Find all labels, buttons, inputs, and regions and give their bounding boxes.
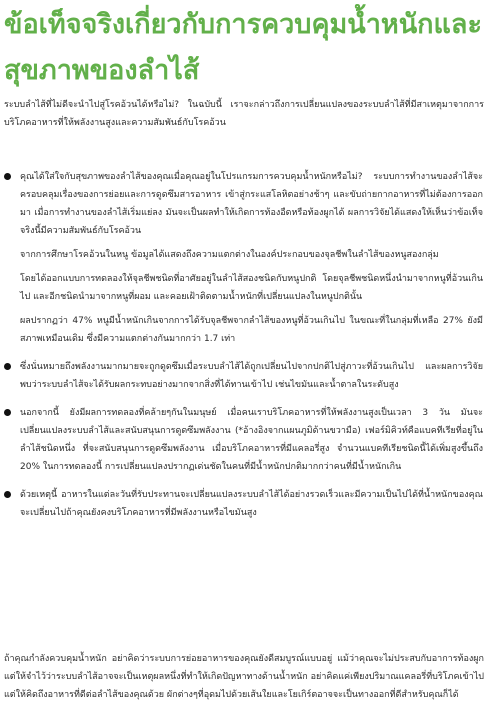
bullet-paragraph: ซึ่งนั่นหมายถึงพลังงานมากมายจะถูกดูดซึมเมื่อระบบลำไส้ได้ถูกเปลี่ยนไปจากปกติไปสู่ภาวะที่อ้วนเกินไป และผลการวิจัยพบว่าระบบลำไส้จะได้รับผลกระทบอย่างมากจากสิ่งที่ได้ทานเข้าไป เช่นไขมันและน้ำตาลในระดับสูง [20,362,483,390]
bullet-item [0,168,483,348]
article-title: ข้อเท็จจริงเกี่ยวกับการควบคุมน้ำหนักและสุขภาพของลำไส้ [4,9,482,86]
bullet-dot-icon [4,409,11,416]
conclusion-paragraph: ถ้าคุณกำลังควบคุมน้ำหนัก อย่าคิดว่าระบบการย่อยอาหารของคุณยังดีสมบูรณ์แบบอยู่ แม้ว่าคุณจะไม่ประสบกับอาการท้องผูก แต่ให้จำไว้ว่าระบบลำไส้อาจจะเป็นเหตุผลหนึ่งที่ทำให้เกิดปัญหาทางด้านน้ำหนัก อย่าคิดแค่เพียงปริมาณแคลอรี่ที่บริโภคเข้าไป แต่ให้คิดถึงอาหารที่ดีต่อลำไส้ของคุณด้วย ผักต่างๆที่อุดมไปด้วยเส้นใยและโยเกิร์ตอาจจะเป็นทางออกที่ดีสำหรับคุณก็ได้ [4,654,484,700]
bullet-paragraph: คุณได้ใส่ใจกับสุขภาพของลำไส้ของคุณเมื่อคุณอยู่ในโปรแกรมการควบคุมน้ำหนักหรือไม่? ระบบการทำงานของลำไส้จะครอบคลุมเรื่องของการย่อยและการดูดซึมสารอาหาร เข้าสู่กระแสโลหิตอย่างช้าๆ และขับถ่ายกากอาหารที่ไม่ต้องการออกมา เมื่อการทำงานของลำไส้เริ่มแย่ลง มันจะเป็นผลทำให้เกิดการท้องอืดหรือท้องผูกได้ ผลการวิจัยได้แสดงให้เห็นว่าข้อเท็จจริงนี้มีความสัมพันธ์กับโรคอ้วน [20,172,483,236]
bullet-paragraph: จากการศึกษาโรคอ้วนในหนู ข้อมูลได้แสดงถึงความแตกต่างในองค์ประกอบของจุลชีพในลำไส้ของหนูสองกลุ่ม [20,250,439,260]
bullet-paragraph: ผลปรากฏว่า 47% หนูมีน้ำหนักเกินจากการได้รับจุลชีพจากลำไส้ของหนูที่อ้วนเกินไป ในขณะที่ในกลุ่มที่เหลือ 27% ยังมีสภาพเหมือนเดิม ซึ่งมีความแตกต่างกันมากกว่า 1.7 เท่า [20,316,483,344]
bullet-paragraph: นอกจากนี้ ยังมีผลการทดลองที่คล้ายๆกันในมนุษย์ เมื่อคนเราบริโภคอาหารที่ให้พลังงานสูงเป็นเวลา 3 วัน มันจะเปลี่ยนแปลงระบบลำไส้และสนับสนุนการดูดซึมพลังงาน (*อ้างอิงจากแผนภูมิด้านขวามือ) เฟอร์มิคิวท์คือแบคทีเรียที่อยู่ในลำไส้ชนิดหนึ่ง ที่จะสนับสนุนการดูดซึมพลังงาน เมื่อบริโภคอาหารที่มีแคลอรี่สูง จำนวนแบคทีเรียชนิดนี้ได้เพิ่มสูงขึ้นถึง 20% ในการทดลองนี้ การเปลี่ยนแปลงปรากฏเด่นชัดในคนที่มีน้ำหนักปกติมากกว่าคนที่มีน้ำหนักเกิน [20,408,483,472]
intro-paragraph: ระบบลำไส้ที่ไม่ดีจะนำไปสู่โรคอ้วนได้หรือไม่? ในฉบับนี้ เราจะกล่าวถึงการเปลี่ยนแปลงของระบบลำไส้ที่มีสาเหตุมาจากการบริโภคอาหารที่ให้พลังงานสูงและความสัมพันธ์กับโรคอ้วน [4,100,484,128]
bullet-item [0,358,483,394]
bullet-paragraph: ด้วยเหตุนี้ อาหารในแต่ละวันที่รับประทานจะเปลี่ยนแปลงระบบลำไส้ได้อย่างรวดเร็วและมีความเป็นไปได้ที่น้ำหนักของคุณจะเปลี่ยนไปถ้าคุณยังคงบริโภคอาหารที่มีพลังงานหรือไขมันสูง [20,490,483,518]
bullet-dot-icon [4,363,11,370]
bullet-dot-icon [4,491,11,498]
bullet-item [0,486,483,522]
bullet-paragraph: โดยได้ออกแบบการทดลองให้จุลชีพชนิดที่อาศัยอยู่ในลำไส้สองชนิดกับหนูปกติ โดยจุลชีพชนิดหนึ่งนำมาจากหนูที่อ้วนเกินไป และอีกชนิดนำมาจากหนูที่ผอม และคอยเฝ้าติดตามน้ำหนักที่เปลี่ยนแปลงในหนูปกตินั้น [20,274,483,302]
bullet-dot-icon [4,173,11,180]
bullet-item [0,404,483,476]
bullet-list [0,168,489,522]
